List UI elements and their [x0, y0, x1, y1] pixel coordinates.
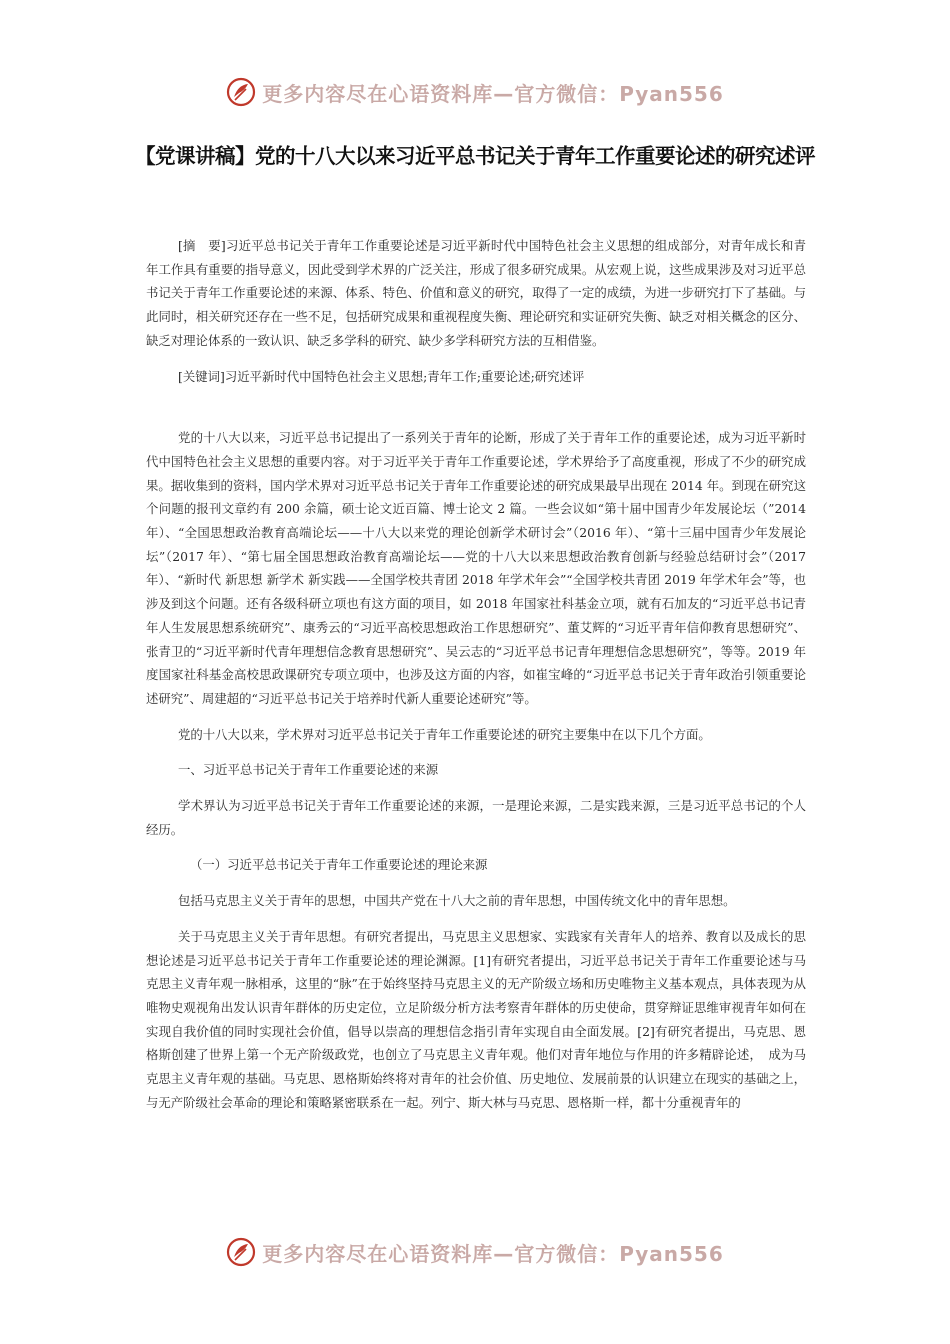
subsection-heading: （一）习近平总书记关于青年工作重要论述的理论来源 — [190, 857, 488, 873]
paragraph: 学术界认为习近平总书记关于青年工作重要论述的来源，一是理论来源，二是实践来源，三是习近平总书记的个人经历。 — [146, 798, 806, 837]
logo-icon — [226, 77, 256, 107]
banner-text: 更多内容尽在心语资料库—官方微信：Pyan556 — [262, 81, 724, 106]
keywords: [关键词]习近平新时代中国特色社会主义思想;青年工作;重要论述;研究述评 — [178, 368, 585, 384]
document-body — [146, 234, 806, 1127]
paragraph: 党的十八大以来，学术界对习近平总书记关于青年工作重要论述的研究主要集中在以下几个方面。 — [178, 726, 711, 742]
paragraph: 党的十八大以来，习近平总书记提出了一系列关于青年的论断，形成了关于青年工作的重要论述，成为习近平新时代中国特色社会主义思想的重要内容。对于习近平关于青年工作重要论述，学术界给予了高度重视，形成了不少的研究成果。据收集到的资料，国内学术界对习近平总书记关于青年工作重要论述的研究成果最早出现在 2014 年。到现在研究这个问题的报刊文章约有 200 余篇，硕士论文近百篇、博士论文 2 篇。一些会议如“第十届中国青少年发展论坛（”2014 年）、“全国思想政治教育高端论坛——十八大以来党的理论创新学术研讨会”（2016 年）、“第十三届中国青少年发展论坛”（2017 年）、“第七届全国思想政治教育高端论坛——党的十八大以来思想政治教育创新与经验总结研讨会”（2017 年）、“新时代 新思想 新学术 新实践——全国学校共青团 2018 年学术年会”“全国学校共青团 2019 年学术年会”等，也涉及到这个问题。还有各级科研立项也有这方面的项目，如 2018 年国家社科基金立项，就有石加友的“习近平总书记青年人生发展思想系统研究”、康秀云的“习近平高校思想政治工作思想研究”、董艾辉的“习近平青年信仰教育思想研究”、张青卫的“习近平新时代青年理想信念教育思想研究”、吴云志的“习近平总书记青年理想信念思想研究”，等等。2019 年度国家社科基金高校思政课研究专项立项中，也涉及这方面的内容，如崔宝峰的“习近平总书记关于青年政治引领重要论述研究”、周建超的“习近平总书记关于培养时代新人重要论述研究”等。 — [146, 430, 806, 706]
header-banner — [0, 72, 950, 112]
document-title: 【党课讲稿】党的十八大以来习近平总书记关于青年工作重要论述的研究述评 — [135, 143, 815, 168]
banner-text: 更多内容尽在心语资料库—官方微信：Pyan556 — [262, 1241, 724, 1266]
paragraph: 包括马克思主义关于青年的思想，中国共产党在十八大之前的青年思想，中国传统文化中的青年思想。 — [178, 893, 736, 909]
abstract: [摘 要]习近平总书记关于青年工作重要论述是习近平新时代中国特色社会主义思想的组成部分，对青年成长和青年工作具有重要的指导意义，因此受到学术界的广泛关注，形成了很多研究成果。从宏观上说，这些成果涉及对习近平总书记关于青年工作重要论述的来源、体系、特色、价值和意义的研究，取得了一定的成绩，为进一步研究打下了基础。与此同时，相关研究还存在一些不足，包括研究成果和重视程度失衡、理论研究和实证研究失衡、缺乏对相关概念的区分、缺乏对理论体系的一致认识、缺乏多学科的研究、缺少多学科研究方法的互相借鉴。 — [146, 238, 806, 348]
footer-banner — [0, 1232, 950, 1272]
logo-icon — [226, 1237, 256, 1267]
section-heading: 一、习近平总书记关于青年工作重要论述的来源 — [178, 762, 439, 778]
paragraph: 关于马克思主义关于青年思想。有研究者提出，马克思主义思想家、实践家有关青年人的培养、教育以及成长的思想论述是习近平总书记关于青年工作重要论述的理论渊源。[1]有研究者提出，习近平总书记关于青年工作重要论述与马克思主义青年观一脉相承，这里的“脉”在于始终坚持马克思主义的无产阶级立场和历史唯物主义基本观点，具体表现为从唯物史观视角出发认识青年群体的历史定位，立足阶级分析方法考察青年群体的历史使命，贯穿辩证思维审视青年如何在实现自我价值的同时实现社会价值，倡导以崇高的理想信念指引青年实现自由全面发展。[2]有研究者提出，马克思、恩格斯创建了世界上第一个无产阶级政党，也创立了马克思主义青年观。他们对青年地位与作用的许多精辟论述， 成为马克思主义青年观的基础。马克思、恩格斯始终将对青年的社会价值、历史地位、发展前景的认识建立在现实的基础之上，与无产阶级社会革命的理论和策略紧密联系在一起。列宁、斯大林与马克思、恩格斯一样，都十分重视青年的 — [146, 928, 806, 1110]
